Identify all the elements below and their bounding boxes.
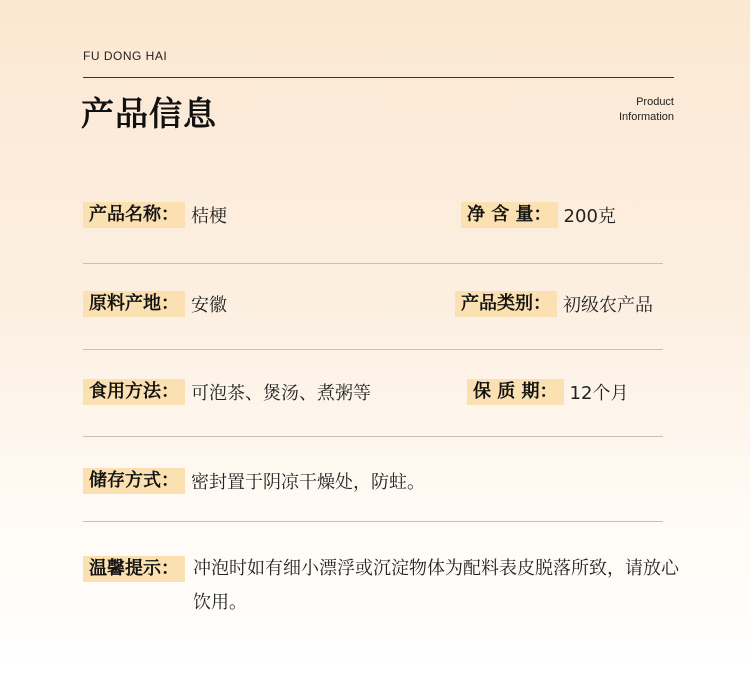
brand-name: FU DONG HAI <box>83 49 168 63</box>
field-value: 200克 <box>563 206 616 227</box>
row-divider <box>83 263 663 264</box>
field-label: 产品名称： <box>83 202 185 228</box>
field-storage <box>83 468 425 494</box>
field-label: 原料产地： <box>83 291 185 317</box>
field-label: 保 质 期： <box>467 379 564 405</box>
field-net-content <box>461 202 616 228</box>
english-title <box>619 95 674 125</box>
row-divider <box>83 521 663 522</box>
field-label: 产品类别： <box>455 291 557 317</box>
row-divider <box>83 436 663 437</box>
header-divider <box>83 77 674 78</box>
field-category <box>455 291 653 317</box>
field-shelf-life <box>467 379 628 405</box>
field-value: 冲泡时如有细小漂浮或沉淀物体为配料表皮脱落所致，请放心饮用。 <box>193 558 679 613</box>
english-title-line-2: Information <box>618 111 674 123</box>
field-value: 桔梗 <box>191 206 227 227</box>
field-product-name <box>83 202 227 228</box>
page-title: 产品信息 <box>81 94 217 133</box>
field-label: 温馨提示： <box>83 556 185 582</box>
field-value: 可泡茶、煲汤、煮粥等 <box>191 383 371 404</box>
row-divider <box>83 349 663 350</box>
field-label: 净 含 量： <box>461 202 558 228</box>
field-value: 安徽 <box>191 295 227 316</box>
field-value: 初级农产品 <box>563 295 653 316</box>
field-usage <box>83 379 371 405</box>
field-value: 密封置于阴凉干燥处，防蛀。 <box>191 472 425 493</box>
field-label: 储存方式： <box>83 468 185 494</box>
english-title-line-1: Product <box>636 96 674 108</box>
field-origin <box>83 291 227 317</box>
field-warm-tip <box>83 556 679 613</box>
field-value: 12个月 <box>569 383 629 404</box>
field-label: 食用方法： <box>83 379 185 405</box>
